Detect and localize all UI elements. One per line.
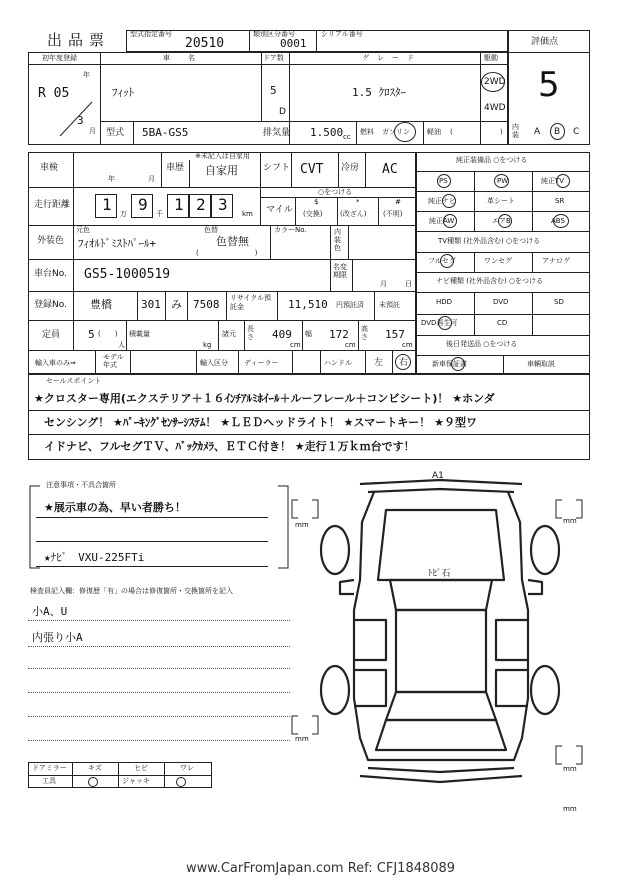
- meter-mile: マイル: [266, 205, 293, 215]
- equip-leather: 革シート: [487, 197, 515, 205]
- navi-title: ナビ種類 (社外品含む) ○をつける: [436, 277, 544, 285]
- dims-label: 諸元: [222, 330, 236, 338]
- meter-tamper: (改ざん): [340, 210, 367, 218]
- ac-label: 冷房: [341, 163, 360, 173]
- car-name-label: 車名: [163, 54, 213, 62]
- category-label: 類別区分番号: [253, 30, 295, 38]
- mileage-digit-3: 1: [174, 195, 184, 214]
- fuel-diesel: 軽油: [427, 128, 441, 136]
- fuel-label: 燃料: [360, 128, 374, 136]
- later-warranty: 新車保証書: [432, 360, 467, 368]
- mileage-label: 走行距離: [34, 200, 71, 210]
- tv-title: TV種類 (社外品含む) ○をつける: [438, 237, 541, 245]
- fuel-circle: [394, 122, 416, 142]
- color-change-value: 色替無: [216, 235, 249, 248]
- handle-circle: [395, 354, 411, 370]
- model-value: 5BA-GS5: [142, 126, 189, 139]
- doors-value: 5: [270, 84, 277, 97]
- header-code-box: [126, 30, 508, 52]
- length-value: 409: [272, 328, 292, 341]
- car-damage-diagram: [290, 470, 590, 820]
- shift-value: CVT: [300, 162, 324, 177]
- equip-tv: 純正TV: [541, 177, 565, 185]
- displacement-value: 1.500: [310, 126, 344, 139]
- mileage-digit-5: 3: [218, 195, 228, 214]
- inspector-line-2: 内張り小A: [32, 631, 83, 644]
- width-value: 172: [329, 328, 349, 341]
- later-title: 後日発送品 ○をつける: [446, 340, 518, 348]
- change-label: 名変期限: [333, 263, 347, 280]
- sales-label: セールスポイント: [46, 377, 102, 385]
- history-value: 自家用: [205, 164, 238, 177]
- sales-line-3: イドナビ、フルセグＴＶ、ﾊﾞｯｸｶﾒﾗ、ＥＴＣ付き！ ★走行１万ｋｍ台です！: [44, 440, 415, 453]
- capacity-label: 定員: [42, 330, 61, 340]
- tv-full: フルセグ: [428, 257, 456, 265]
- reg-label: 登録No.: [34, 300, 67, 310]
- inspection-label: 内装色: [334, 228, 341, 253]
- ac-value: AC: [382, 162, 398, 177]
- grade-label: グレード: [362, 54, 422, 62]
- color-orig-value: ﾌｨｵﾙﾄﾞﾐｽﾄﾊﾟｰﾙ+: [78, 237, 157, 250]
- reg-area: 豊橋: [90, 298, 112, 311]
- history-label: 車歴: [166, 163, 185, 173]
- meter-swap: (交換): [303, 210, 323, 218]
- footer-credit: www.CarFromJapan.com Ref: CFJ1848089: [186, 861, 456, 876]
- color-label: 外装色: [37, 236, 65, 246]
- displacement-label: 排気量: [263, 128, 291, 138]
- chassis-value: GS5-1000519: [84, 267, 171, 282]
- drive-label: 駆動: [484, 54, 498, 62]
- category-value: 0001: [280, 37, 307, 50]
- sales-line-1: ★クロスター専用(エクステリア＋１６ｲﾝﾁｱﾙﾐﾎｲｰﾙ＋ルーフレール＋コンビシート)！ ★ホンダ: [34, 392, 495, 405]
- equip-title: 純正装備品 ○をつける: [456, 156, 528, 164]
- eval-label: 評価点: [531, 37, 559, 47]
- drive-circle: [481, 72, 505, 92]
- chassis-label: 車台No.: [34, 269, 67, 279]
- grade-value: 1.5 ｸﾛｽﾀｰ: [352, 86, 406, 99]
- meter-unknown: (不明): [383, 210, 403, 218]
- model-year-label: モデル年式: [103, 353, 124, 370]
- dealer-label: ディーラー: [244, 359, 279, 367]
- color-no-label: カラーNo.: [274, 226, 307, 234]
- navi-hdd: HDD: [436, 298, 453, 306]
- notes-line-1: ★展示車の為、早い者勝ち！: [44, 501, 186, 514]
- first-reg-year: R 05: [38, 86, 70, 101]
- fuel-gas: ガソリン: [382, 128, 410, 136]
- recycle-label: リサイクル預託金: [230, 294, 272, 312]
- first-reg-month: 3: [77, 114, 84, 127]
- inspector-line-1: 小A、U: [32, 605, 68, 618]
- reg-kana: み: [171, 298, 182, 311]
- diagonal-slash: [58, 100, 94, 138]
- notes-line-2: ★ﾅﾋﾞ VXU-225FTi: [44, 551, 145, 564]
- mileage-digit-1: 1: [102, 195, 112, 214]
- mileage-digit-4: 2: [196, 195, 206, 214]
- height-value: 157: [385, 328, 405, 341]
- import-class-label: 輸入区分: [200, 359, 228, 367]
- model-label: 型式: [106, 128, 125, 138]
- model-cert-label: 型式指定番号: [130, 30, 172, 38]
- recycle-value: 11,510: [288, 298, 328, 311]
- interior-label: 内装: [512, 123, 519, 139]
- doors-label: ドア数: [263, 54, 284, 62]
- notes-label: 注意事項・不具合箇所: [46, 481, 116, 489]
- reg-num: 7508: [193, 298, 220, 311]
- equip-abs: ABS: [551, 217, 565, 225]
- drive-2wd: 2WD: [484, 77, 506, 87]
- car-name-value: ﾌｨｯﾄ: [112, 86, 134, 99]
- tv-one: ワンセグ: [484, 257, 512, 265]
- load-label: 積載量: [129, 330, 150, 338]
- navi-cd: CD: [497, 319, 508, 327]
- mileage-digit-2: 9: [138, 195, 148, 214]
- tv-analog: アナログ: [542, 257, 570, 265]
- diagram-hood-note: ﾄﾋﾟ石: [428, 569, 451, 579]
- reg-class: 301: [141, 298, 161, 311]
- diagram-front-label: A1: [432, 471, 444, 481]
- model-cert-value: 20510: [185, 36, 225, 51]
- sales-line-2: センシング！ ★ﾊﾟｰｷﾝｸﾞｾﾝｻｰｼｽﾃﾑ！ ★ＬＥＤヘッドライト！ ★スマートキー！ ★９型ワ: [44, 416, 477, 429]
- recycle-status: 未預託: [379, 301, 400, 309]
- equip-navi: 純正ナビ: [428, 197, 456, 205]
- history-note: ※未記入は自家用: [195, 152, 250, 160]
- equip-ps: PS: [439, 177, 448, 185]
- drive-4wd: 4WD: [484, 103, 506, 113]
- handle-label: ハンドル: [324, 359, 352, 367]
- sheet-title: 出品票: [47, 31, 111, 49]
- navi-dvd: DVD: [493, 298, 509, 306]
- shaken-label: 車検: [40, 163, 59, 173]
- inspector-label: 検査員記入欄：修復歴「有」の場合は修復箇所・交換箇所を記入: [30, 587, 233, 595]
- equip-pw: PW: [497, 177, 509, 185]
- navi-dvd-play: DVD再生可: [421, 319, 458, 327]
- capacity-value: 5: [88, 328, 95, 341]
- import-label: 輸入車のみ⇒: [35, 359, 76, 367]
- first-reg-label: 初年度登録: [42, 54, 77, 62]
- eval-score: 5: [538, 65, 560, 105]
- serial-label: シリアル番号: [321, 30, 363, 38]
- equip-sr: SR: [555, 197, 565, 205]
- interior-circle: [550, 123, 565, 140]
- meter-note: ○をつける: [318, 188, 353, 196]
- later-manual: 車輌取説: [527, 360, 555, 368]
- equip-aw: 純正AW: [429, 217, 455, 225]
- shift-label: シフト: [263, 163, 291, 173]
- navi-sd: SD: [554, 298, 564, 306]
- equip-airbag: エアB: [492, 217, 511, 225]
